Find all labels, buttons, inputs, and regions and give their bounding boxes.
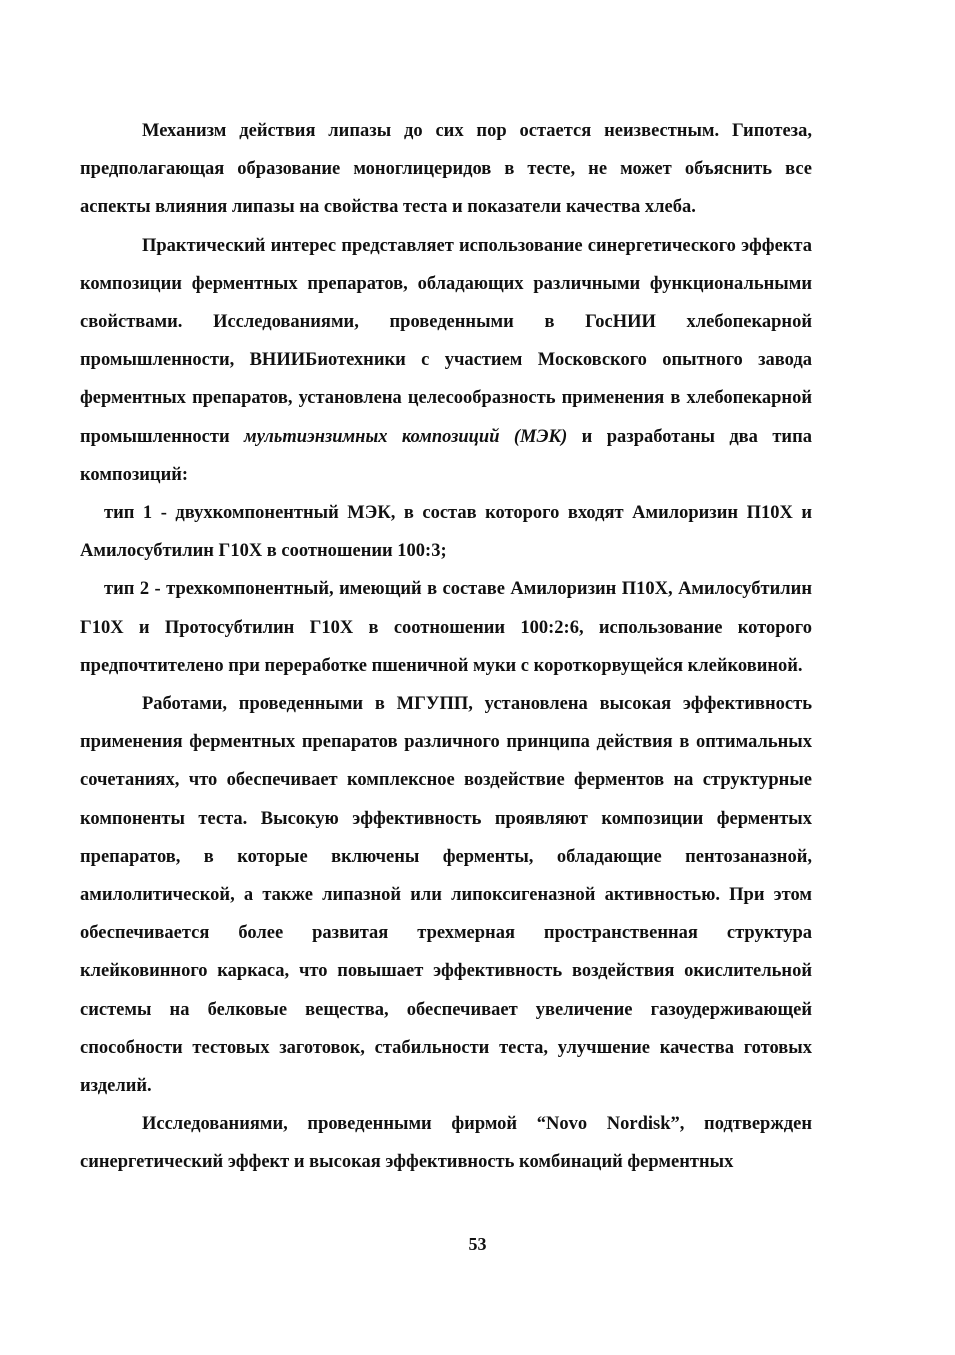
italic-term-mek: мультиэнзимных композиций (МЭК) (244, 426, 568, 447)
body-text (80, 112, 812, 1182)
paragraph-synergetic-effect (80, 227, 812, 494)
paragraph-text: Практический интерес представляет использование синергетического эффекта композиции ферментных препаратов, обладающих различными функциональными свойствами. Исследованиями, проведенными в ГосНИИ хлебопекарной промышленности, ВНИИБиотехники с участием Московского опытного завода ферментных препаратов, установлена целесообразность применения в хлебопекарной промышленности (80, 235, 812, 447)
paragraph-type-1: тип 1 - двухкомпонентный МЭК, в состав которого входят Амилоризин П10Х и Амилосубтилин Г10Х в соотношении 100:3; (80, 503, 812, 562)
paragraph-novo-nordisk: Исследованиями, проведенными фирмой “Novo Nordisk”, подтвержден синергетический эффект и высокая эффективность комбинаций ферментных (80, 1114, 812, 1173)
paragraph-mgupp-works: Работами, проведенными в МГУПП, установлена высокая эффективность применения ферментных препаратов различного принципа действия в оптимальных сочетаниях, что обеспечивает комплексное воздействие ферментов на структурные компоненты теста. Высокую эффективность проявляют композиции ферментых препаратов, в которые включены ферменты, обладающие пентозаназной, амилолитической, а также липазной или липоксигеназной активностью. При этом обеспечивается более развитая трехмерная пространственная структура клейковинного каркаса, что повышает эффективность воздействия окислительной системы на белковые вещества, обеспечивает увеличение газоудерживающей способности тестовых заготовок, стабильности теста, улучшение качества готовых изделий. (80, 694, 812, 1097)
page-number: 53 (468, 1234, 487, 1254)
paragraph-text: и разработаны два типа композиций: (80, 426, 812, 485)
paragraph-type-2: тип 2 - трехкомпонентный, имеющий в составе Амилоризин П10Х, Амилосубтилин Г10Х и Протосубтилин Г10Х в соотношении 100:2:6, использование которого предпочтителено при переработке пшеничной муки с короткорвущейся клейковиной. (80, 579, 812, 676)
paragraph-lipase-mechanism: Механизм действия липазы до сих пор остается неизвестным. Гипотеза, предполагающая образование моноглицеридов в тесте, не может объяснить все аспекты влияния липазы на свойства теста и показатели качества хлеба. (80, 121, 812, 218)
